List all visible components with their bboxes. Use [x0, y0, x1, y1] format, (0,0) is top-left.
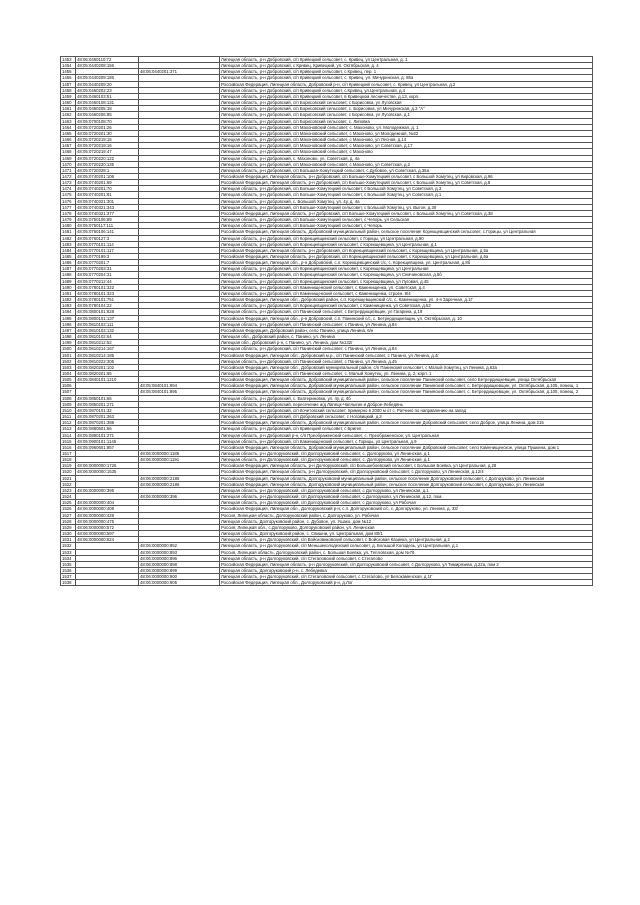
- table-row: [61, 580, 593, 586]
- row-number-cell: 1480: [61, 223, 76, 229]
- row-number-cell: 1495: [61, 315, 76, 321]
- cadastral-number-cell: 48:05:0800101:828: [76, 309, 139, 315]
- row-number-cell: 1459: [61, 93, 76, 99]
- address-cell: Российская Федерация, Липецкая область, Добровский муниципальный район, сельское поселение Добровский сельсовет, село Каменищенское, улица Пушкина, дом 1: [220, 444, 593, 450]
- table-row: [61, 383, 593, 389]
- row-number-cell: 1529: [61, 524, 76, 530]
- row-number-cell: 1468: [61, 149, 76, 155]
- address-cell: Липецкая область, р-н Добровский, с/п Корекщевщинский сельсовет, с Корекщевщина, ул Семчиновская, д.5б: [220, 272, 593, 278]
- address-cell: Российская Федерация, Липецкая обл., Добровский район, с.п. Корекщевщинский с/с, с. Каменищенка, ул. 4-я Заречная, д.1Г: [220, 297, 593, 303]
- address-cell: Российская Федерация, Липецкая обл., Добровский м.р., с/п Панинский сельсовет, с Панино, ул Ленина, д.4г: [220, 352, 593, 358]
- address-cell: Российская Федерация, Липецкая область, р-н Долгоруковский, с/п Большебоевский сельсовет, с Большая Боевка, ул Центральная, д.28: [220, 463, 593, 469]
- premises-number-cell: 48:06:0000000:896: [139, 555, 220, 561]
- cadastral-number-cell: 48:05:0870101:32: [76, 407, 139, 413]
- premises-number-cell: 48:05:0840101:895: [139, 389, 220, 395]
- cadastral-number-cell: 48:05:0740321:301: [76, 198, 139, 204]
- row-number-cell: 1532: [61, 543, 76, 549]
- cadastral-number-cell: 48:05:0810222:305: [76, 358, 139, 364]
- row-number-cell: 1484: [61, 247, 76, 253]
- address-cell: Липецкая область, р-н Добровский, с/п Панинский сельсовет, с Панино, ул Ленина, д.45: [220, 358, 593, 364]
- address-cell: Липецкая область, р-н Добровский, с/п Махоновский сельсовет, с Махоново, ул Советская, д.2: [220, 161, 593, 167]
- cadastral-number-cell: 48:05:0770212:44: [76, 278, 139, 284]
- cadastral-number-cell: 48:06:0000000:624: [76, 537, 139, 543]
- address-cell: Российская Федерация, Липецкая область, Добровский муниципальный район, сельское поселение Добровский сельсовет, село Доброе, улица Ленина, дом 215: [220, 420, 593, 426]
- cadastral-number-cell: 48:05:0760127:3: [76, 235, 139, 241]
- row-number-cell: 1463: [61, 118, 76, 124]
- address-cell: Липецкая область, р-н Долгоруковский, с/п Долгоруковский сельсовет, с Долгоруково, ул Ленинская, д.12, пом.: [220, 494, 593, 500]
- address-cell: Липецкая область, р-н Добровский, с/п Корекщевщинский сельсовет, с Корекщевщина, ул Центральная, д.1: [220, 241, 593, 247]
- address-cell: Липецкая область, р-н Добровский, с/п Борисовский сельсовет, с. Борисовка, ул Мичуринская, д.3 "А": [220, 106, 593, 112]
- address-cell: Российская Федерация, Липецкая область, р-н Долгоруковский, с/п Долгоруковский сельсовет, с Долгоруково, ул Ленинская, д.12/4: [220, 469, 593, 475]
- row-number-cell: 1492: [61, 297, 76, 303]
- premises-number-cell: 48:06:0000000:898: [139, 561, 220, 567]
- cadastral-number-cell: 48:05:0720219:16: [76, 143, 139, 149]
- cadastral-number-cell: 48:06:0000000:404: [76, 500, 139, 506]
- row-number-cell: 1469: [61, 155, 76, 161]
- row-number-cell: 1474: [61, 186, 76, 192]
- cadastral-number-cell: 48:05:0810102:64: [76, 334, 139, 340]
- address-cell: Липецкая область, р-н Добровский, с/п Панинский сельсовет, с. Малый Хомутец, ул. Ленина, д. 2, корп. 1: [220, 370, 593, 376]
- cadastral-number-cell: 48:05:0780104:22: [76, 303, 139, 309]
- row-number-cell: 1500: [61, 346, 76, 352]
- address-cell: Липецкая область, р-н Добровский, с/п Панинский сельсовет, с Панино, ул Ленина, д.84: [220, 321, 593, 327]
- row-number-cell: 1471: [61, 167, 76, 173]
- row-number-cell: 1510: [61, 407, 76, 413]
- row-number-cell: 1503: [61, 364, 76, 370]
- row-number-cell: 1527: [61, 512, 76, 518]
- address-cell: Липецкая область, р-н Добровский, с/п Махоновский сельсовет, с. Махоново, ул. Молодежная, д. 1: [220, 124, 593, 130]
- premises-number-cell: 48:06:0000000:899: [139, 567, 220, 573]
- row-number-cell: 1485: [61, 254, 76, 260]
- address-cell: Липецкая область, р-н Долгоруковский, с/п Стегаловский сельсовет, с Стегалово: [220, 555, 593, 561]
- address-cell: Российская Федерация, Липецкая область, Добровский муниципальный район, сельское поселение Панинский сельсовет, с. Бетрердищкевщин, ул. Октябрьская, д.105, помещ. 1: [220, 383, 593, 389]
- address-cell: Российская Федерация, Липецкая обл., Добровский муниципальный район, с/п Панинский сельсовет, с Малый Хомутец, ул Ленина, д.63а: [220, 364, 593, 370]
- cadastral-number-cell: 48:05:0850201:271: [76, 401, 139, 407]
- row-number-cell: 1455: [61, 69, 76, 75]
- cadastral-number-cell: 48:05:0460206:85: [76, 112, 139, 118]
- address-cell: Липецкая область, р-н Добровский, с/п Борисовский сельсовет, с Борисовка, ул Луговская: [220, 100, 593, 106]
- cadastral-number-cell: 48:05:0740201:69: [76, 180, 139, 186]
- address-cell: Российская Федерация, Липецкая область, Долгоруковский муниципальный район, сельское поселение Долгоруковский сельсовет, с Долгоруково, ул. Ленинская: [220, 481, 593, 487]
- address-cell: Российская Федерация, Липецкая область, Долгоруковский муниципальный район, сельское поселение Долгоруковский сельсовет, с Долгоруково, ул. Ленинская: [220, 475, 593, 481]
- address-cell: Липецкая область, р-н Добровский, с/п Кривецкий сельсовет, с.Кривец, ул.Центральная, д.4: [220, 87, 593, 93]
- premises-number-cell: 48:05:0440201:371: [139, 69, 220, 75]
- cadastral-number-cell: 48:05:0870201:388: [76, 420, 139, 426]
- address-cell: Липецкая обл., Добровский район, с. Панино, ул. Ленина: [220, 334, 593, 340]
- row-number-cell: 1453: [61, 57, 76, 63]
- premises-number-cell: 48:06:0000000:900: [139, 574, 220, 580]
- row-number-cell: 1464: [61, 124, 76, 130]
- row-number-cell: 1477: [61, 204, 76, 210]
- row-number-cell: 1456: [61, 75, 76, 81]
- address-cell: Липецкая область, р-н Добровский, с/п Больше-Хомутецкий сельсовет, с Большой Хомутец, ул Советская, д.3: [220, 186, 593, 192]
- address-cell: Россия, Липецкая обл., с.Долгоруково, Долгоруковский район, ул. Ленинская: [220, 524, 593, 530]
- cadastral-number-cell: 48:06:0460110:72: [76, 57, 139, 63]
- row-number-cell: 1531: [61, 537, 76, 543]
- row-number-cell: 1517: [61, 451, 76, 457]
- row-number-cell: 1512: [61, 420, 76, 426]
- row-number-cell: 1505: [61, 377, 76, 383]
- cadastral-number-cell: 48:05:0770101:114: [76, 241, 139, 247]
- address-cell: Липецкая область, р-н Добровский, с/п Больше-Хомутецкий сельсовет, с Чепорь, ул Сельская: [220, 217, 593, 223]
- address-cell: Российская Федерация, Липецкая обл., Долгоруковский р-н, с.п. Долгоруковский с/с, с. Долгоруково, ул. Ленина, д. 33/: [220, 506, 593, 512]
- address-cell: Липецкая область, р-н Долгоруковский, с/п Долгоруковский сельсовет, с Долгоруково, ул Рабочая: [220, 500, 593, 506]
- address-cell: Липецкая область, р-н Добровский, с/п Больше-Хомутецкий сельсовет, с Чепорь: [220, 223, 593, 229]
- row-number-cell: 1533: [61, 549, 76, 555]
- cadastral-number-cell: 48:05:0770199:3: [76, 254, 139, 260]
- cadastral-number-cell: 48:05:0840101:1210: [76, 377, 139, 383]
- cadastral-number-cell: 48:05:0960601:857: [76, 444, 139, 450]
- premises-number-cell: 48:06:0000000:852: [139, 543, 220, 549]
- cadastral-number-cell: 48:05:0460108:131: [76, 100, 139, 106]
- row-number-cell: 1502: [61, 358, 76, 364]
- cadastral-number-cell: 48:05:0780101:751: [76, 297, 139, 303]
- premises-number-cell: 48:06:0000000:2186: [139, 481, 220, 487]
- cadastral-number-cell: 48:05:0770204:31: [76, 272, 139, 278]
- row-number-cell: 1487: [61, 266, 76, 272]
- row-number-cell: 1521: [61, 475, 76, 481]
- address-cell: Липецкая область, р-н Добровский, с/п Каменищенский сельсовет, с Каменищенка, ул. Советская, д.4: [220, 284, 593, 290]
- row-number-cell: 1507: [61, 389, 76, 395]
- row-number-cell: 1523: [61, 487, 76, 493]
- cadastral-number-cell: 48:05:0810214:185: [76, 352, 139, 358]
- row-number-cell: 1506: [61, 383, 76, 389]
- row-number-cell: 1534: [61, 555, 76, 561]
- cadastral-number-cell: 48:05:0750106:89: [76, 217, 139, 223]
- cadastral-number-cell: 48:05:0810102:132: [76, 327, 139, 333]
- document-page: [60, 56, 580, 586]
- address-cell: Россия, Липецкая область, Долгоруковский район, с. Большая Боевка, ул. Тепловская, дом №76: [220, 549, 593, 555]
- address-cell: Липецкая область, р-н Долгоруковский, с/п Войсковиковский сельсовет, с Войсковая Казинка, ул Центральная, д.2: [220, 537, 593, 543]
- cadastral-number-cell: 48:05:0810212:52: [76, 340, 139, 346]
- address-cell: Российская Федерация, Липецкая область, Добровский р-н, с/п Кривецкий сельсовет, с. Кривец, ул Центральная, д.2: [220, 81, 593, 87]
- cadastral-number-cell: 48:05:0820201:102: [76, 364, 139, 370]
- row-number-cell: 1504: [61, 370, 76, 376]
- cadastral-number-cell: 48:05:0770201:7: [76, 260, 139, 266]
- row-number-cell: 1528: [61, 518, 76, 524]
- address-cell: Российская Федерация, Липецкая область, р-н Добровский, с/п Корекщевщинский сельсовет, с Корекщевщина, ул Центральная, д.6а: [220, 254, 593, 260]
- address-cell: Липецкая область, р-н Добровский, с/п Кривецкий сельсовет, с Кривец, пер. 1: [220, 69, 593, 75]
- cadastral-number-cell: [76, 580, 139, 586]
- cadastral-number-cell: 48:05:0820201:65: [76, 370, 139, 376]
- premises-number-cell: 48:06:0000000:905: [139, 580, 220, 586]
- address-cell: Липецкая область, р-н Добровский, с/п Каменищенский сельсовет, с Горицы, ул Центральная, д.9: [220, 438, 593, 444]
- cadastral-number-cell: 48:05:0810102:111: [76, 321, 139, 327]
- cadastral-number-cell: 48:05:0740201:106: [76, 173, 139, 179]
- address-cell: Липецкая область, р-н Добровский, с/п Корекщевщинский сельсовет, с Каменищенка, ул Советская, д.62: [220, 303, 593, 309]
- table-row: [61, 475, 593, 481]
- cadastral-number-cell: 48:06:0000000:428: [76, 512, 139, 518]
- row-number-cell: 1486: [61, 260, 76, 266]
- address-cell: Российская Федерация, Липецкая область, р-н Долгоруковский, с/п Долгоруковский сельсовет, с Долгоруково, ул Тимирязева, д.22а, пом 2: [220, 561, 593, 567]
- row-number-cell: 1490: [61, 284, 76, 290]
- address-cell: Липецкая область, р-н Долгоруковский, с/п Стегаловский сельсовет, с Стегалово, ул Белокаменская, д.1Г: [220, 574, 593, 580]
- address-cell: Российская Федерация, Липецкая обл., Долгоруковский р-н, д.Лог: [220, 580, 593, 586]
- cadastral-number-cell: 48:05:0460205:18: [76, 106, 139, 112]
- address-cell: Липецкая область, р-н Добровский, с/п Корекщевщинский сельсовет, с Корекщевщина, ул Центральная: [220, 266, 593, 272]
- cadastral-number-cell: 48:06:0000000:475: [76, 518, 139, 524]
- address-cell: Липецкая область, Долгоруковский район, с. Свишни, ул. Центральная, дом 80/1: [220, 531, 593, 537]
- address-cell: Российская Федерация, Липецкая область, Добровский муниципальный район, сельское поселение Панинский сельсовет, с. Бетрердищкевщин, ул. Октябрьская, д.105, помещ. 2: [220, 389, 593, 395]
- row-number-cell: 1530: [61, 531, 76, 537]
- row-number-cell: 1494: [61, 309, 76, 315]
- row-number-cell: 1536: [61, 567, 76, 573]
- row-number-cell: 1519: [61, 463, 76, 469]
- row-number-cell: 1476: [61, 198, 76, 204]
- premises-number-cell: 48:05:0840101:894: [139, 383, 220, 389]
- cadastral-number-cell: 48:05:0900101:1145: [76, 438, 139, 444]
- address-cell: Липецкая область, р-н Добровский, с. Екатериновка, ул. 4у, д. 4б: [220, 395, 593, 401]
- row-number-cell: 1467: [61, 143, 76, 149]
- address-cell: Липецкая область, р-н Добровский р-н, с/п Преображенский сельсовет, с. Преображенское, ул. Центральная: [220, 432, 593, 438]
- row-number-cell: 1497: [61, 327, 76, 333]
- cadastral-number-cell: 48:05:0750117:111: [76, 223, 139, 229]
- row-number-cell: 1514: [61, 432, 76, 438]
- cadastral-number-cell: 48:06:0000000:1726: [76, 463, 139, 469]
- premises-number-cell: 48:06:0000000:2185: [139, 475, 220, 481]
- cadastral-number-cell: 48:05:0440209:186: [76, 75, 139, 81]
- cadastral-number-cell: 48:05:0460103:51: [76, 93, 139, 99]
- cadastral-number-cell: 48:05:0760106:141: [76, 229, 139, 235]
- address-cell: Россия, Липецкая область, Долгоруковский район, с. Долгоруково, ул. Рабочая: [220, 512, 593, 518]
- address-cell: Липецкая область, р-н Добровский, с. Большой Хомутец, ул. 4у, д. 4а: [220, 198, 593, 204]
- address-cell: Липецкая область, р-н Добровский, с/п Кривецкий сельсовет, с. Кривец, ул. Мичуринская, д. 86а: [220, 75, 593, 81]
- row-number-cell: 1499: [61, 340, 76, 346]
- address-cell: Российская Федерация, Добровский район, село Панино, улица Ленина, 6/н: [220, 327, 593, 333]
- cadastral-number-cell: 48:05:0460202:23: [76, 87, 139, 93]
- row-number-cell: 1478: [61, 210, 76, 216]
- address-cell: Российская Федерация, Липецкая область, Добровский муниципальный район, сельское поселение Панинский сельсовет, село Бетрердищкевщин, улица Октябрьская: [220, 377, 593, 383]
- cadastral-number-cell: 48:05:0770101:117: [76, 247, 139, 253]
- premises-number-cell: 48:06:0000000:1191: [139, 457, 220, 463]
- row-number-cell: 1513: [61, 426, 76, 432]
- cadastral-number-cell: 48:05:0800101:137: [76, 315, 139, 321]
- row-number-cell: 1511: [61, 414, 76, 420]
- cadastral-number-cell: 48:05:0720220:122: [76, 155, 139, 161]
- row-number-cell: 1515: [61, 438, 76, 444]
- address-cell: Липецкая область, р-н Добровский, с/п Кривецкий сельсовет, с. Кривец, ул Центральная, д. 1: [220, 57, 593, 63]
- cadastral-number-cell: 48:05:0720220:135: [76, 161, 139, 167]
- address-cell: Липецкая область, р-н Долгоруковский, с/п Долгоруковский сельсовет, с. Долгоруково, ул Ленинская, д.1: [220, 451, 593, 457]
- address-cell: Липецкая область, р-н Добровский, с/п Панинский сельсовет, с Панино, ул Ленина, д.84: [220, 346, 593, 352]
- row-number-cell: 1489: [61, 278, 76, 284]
- cadastral-number-cell: 48:06:0000000:597: [76, 531, 139, 537]
- row-number-cell: 1458: [61, 87, 76, 93]
- address-cell: Российская Федерация, Липецкая область, р-н Добровский, с/п Корекщевщинский сельсовет, с Корекщевщина, ул Центральная, д.5а: [220, 247, 593, 253]
- address-cell: Липецкая область, р-н Добровский, с/п Добровский сельсовет, с Ноговицкий, д.2: [220, 414, 593, 420]
- address-cell: Липецкая область, р-н Добровский, с/п Корекщевщинский сельсовет, с Горицы, ул Центральная, д.90: [220, 235, 593, 241]
- row-number-cell: 1498: [61, 334, 76, 340]
- address-cell: Российская Федерация, Липецкая область, р-н Добровский, с/п Больше-Хомутецкий сельсовет, с Большой Хомутец, ул Кировская, д.96: [220, 173, 593, 179]
- cadastral-number-cell: 48:05:0700108:70: [76, 118, 139, 124]
- address-cell: Российская Федерация, Липецкая область, р-н Добровский, с/п Больше-Хомутецкий сельсовет, с Большой Хомутец, ул Советская, д.8: [220, 180, 593, 186]
- address-cell: Липецкая область, р-н Добровский, пересечение а/д Липецк-Чаплыгин и Доброе-Лебедянь: [220, 401, 593, 407]
- row-number-cell: 1525: [61, 500, 76, 506]
- row-number-cell: 1470: [61, 161, 76, 167]
- row-number-cell: 1483: [61, 241, 76, 247]
- premises-number-cell: 48:06:0000000:893: [139, 549, 220, 555]
- row-number-cell: 1482: [61, 235, 76, 241]
- address-cell: Липецкая область, р-н Добровский, с/п Махоновский сельсовет, с Махоново: [220, 149, 593, 155]
- address-cell: Липецкая область, р-н Добровский, с/п Каменищенский сельсовет, с Каменищенка, строен. 8/4: [220, 290, 593, 296]
- row-number-cell: 1508: [61, 395, 76, 401]
- address-cell: Российская Федерация, Липецкая обл., р-н Добровский, с.п. Панинский с/с, с. Бетрердищкевщин, ул. Октябрьская, д. 10: [220, 315, 593, 321]
- address-cell: Липецкая область, р-н Добровский, с/п Махоновский сельсовет, с Махоново, ул Лесная, д.14: [220, 137, 593, 143]
- address-cell: Липецкая область, р-н Добровский, с/п Махоновский сельсовет, с Махоново, ул Молодежная, №22: [220, 130, 593, 136]
- row-number-cell: 1481: [61, 229, 76, 235]
- row-number-cell: 1460: [61, 100, 76, 106]
- cadastral-number-cell: 48:05:0740321:343: [76, 204, 139, 210]
- row-number-cell: 1491: [61, 290, 76, 296]
- address-cell: Липецкая область, р-н Добровский, с/п Больше-Хомутецкий сельсовет, с Большой Хомутец, ул Советская, д.1: [220, 192, 593, 198]
- cadastral-number-cell: 48:05:0740201:70: [76, 186, 139, 192]
- cadastral-number-cell: 48:05:0740321:377: [76, 210, 139, 216]
- cadastral-number-cell: 48:05:0810214:167: [76, 346, 139, 352]
- address-cell: Российская Федерация, Липецкая область, р-н Добровский, с/п Больше-Хомутецкий сельсовет, с Большой Хомутец, ул Советская, д.38: [220, 210, 593, 216]
- cadastral-number-cell: 48:05:0720328:1: [76, 167, 139, 173]
- cadastral-number-cell: 48:05:0780101:322: [76, 284, 139, 290]
- row-number-cell: 1457: [61, 81, 76, 87]
- address-cell: Липецкая обл., Добровский р-н, с Панино, ул. Ленина, дом №132г: [220, 340, 593, 346]
- address-cell: Липецкая область, р-н Добровский, с. Махоново, ул. Советская, д. 4а: [220, 155, 593, 161]
- address-cell: Липецкая область, р-н Добровский, с/п Махоновский сельсовет, с Махоново, ул Советская, д.17: [220, 143, 593, 149]
- row-number-cell: 1473: [61, 180, 76, 186]
- row-number-cell: 1475: [61, 192, 76, 198]
- cadastral-table: [60, 56, 593, 586]
- address-cell: Липецкая область, р-н Добровский, с/п Кочетовский сельсовет, примерно в 2000 м от с. Ратчино по направлению на запад: [220, 407, 593, 413]
- row-number-cell: 1493: [61, 303, 76, 309]
- address-cell: Липецкая область, р-н Добровский, с/п Больше-Хомутецкий сельсовет, с Большой Хомутец, ул. Выгон, д.30: [220, 204, 593, 210]
- address-cell: Липецкая область, р-н Долгоруковский, с/п Долгоруковский сельсовет, с. Долгоруково, ул Ленинская, д.1: [220, 457, 593, 463]
- table-body: [61, 57, 593, 586]
- table-row: [61, 389, 593, 395]
- row-number-cell: 1488: [61, 272, 76, 278]
- row-number-cell: 1472: [61, 173, 76, 179]
- cadastral-number-cell: 48:05:0720201:30: [76, 130, 139, 136]
- cadastral-number-cell: 48:05:0440209:20: [76, 81, 139, 87]
- row-number-cell: 1461: [61, 106, 76, 112]
- row-number-cell: 1454: [61, 63, 76, 69]
- address-cell: Липецкая область, р-н Добровский, с/п Большая-Хомутецкий сельсовет, с Дубовое, ул Советская, д.35а: [220, 167, 593, 173]
- address-cell: Липецкая область, р-н Добровский, с/п Панинский сельсовет, с Бетрердищкевщин, ул Гагарина, д.19: [220, 309, 593, 315]
- row-number-cell: 1522: [61, 481, 76, 487]
- address-cell: Российская Федерация, Липецкая область, Добровский муниципальный район, сельское поселение Корекщевщинский сельсовет, с.Горицы, ул Центральная: [220, 229, 593, 235]
- cadastral-number-cell: 48:06:0000000:395: [76, 487, 139, 493]
- address-cell: Липецкая область, р-н Добровский, с Кривец, Кривецкий, ул. Октябрьская, д. 4: [220, 63, 593, 69]
- row-number-cell: 1501: [61, 352, 76, 358]
- cadastral-number-cell: 48:05:0850101:65: [76, 395, 139, 401]
- address-cell: Липецкая область, р-н Добровский, с/п Кривецкий сельсовет, с Бригеп: [220, 426, 593, 432]
- cadastral-number-cell: 48:06:0000000:1535: [76, 469, 139, 475]
- cadastral-number-cell: 48:06:0000000:408: [76, 506, 139, 512]
- cadastral-number-cell: 48:05:0780101:323: [76, 290, 139, 296]
- cadastral-number-cell: 48:05:0720219:47: [76, 149, 139, 155]
- row-number-cell: 1465: [61, 130, 76, 136]
- row-number-cell: 1466: [61, 137, 76, 143]
- cadastral-number-cell: 48:05:0740201:81: [76, 192, 139, 198]
- row-number-cell: 1520: [61, 469, 76, 475]
- row-number-cell: 1518: [61, 457, 76, 463]
- cadastral-number-cell: 48:05:0880501:66: [76, 426, 139, 432]
- row-number-cell: 1524: [61, 494, 76, 500]
- row-number-cell: 1537: [61, 574, 76, 580]
- address-cell: Липецкая область, Долгоруковский р-н, с. Лебедевка: [220, 567, 593, 573]
- cadastral-number-cell: 48:05:0890101:271: [76, 432, 139, 438]
- row-number-cell: 1526: [61, 506, 76, 512]
- premises-number-cell: 48:06:0000000:396: [139, 494, 220, 500]
- address-cell: Липецкая область, р-н Добровский, с/п Борисовский сельсовет, с. Липовка: [220, 118, 593, 124]
- address-cell: Липецкая область, р-н Долгоруковский, с/п Долгоруковский сельсовет, с Долгоруково, ул Ленинская, д.1: [220, 487, 593, 493]
- premises-number-cell: 48:06:0000000:1185: [139, 451, 220, 457]
- cadastral-number-cell: 48:05:0720219:15: [76, 137, 139, 143]
- row-number-cell: 1509: [61, 401, 76, 407]
- row-number-cell: 1479: [61, 217, 76, 223]
- cadastral-number-cell: 48:05:0770203:31: [76, 266, 139, 272]
- row-number-cell: 1462: [61, 112, 76, 118]
- table-row: [61, 481, 593, 487]
- address-cell: Липецкая область, Долгоруковский район, с. Дубовое, ул. Ушако, дом №12: [220, 518, 593, 524]
- cadastral-number-cell: 48:05:0440208:156: [76, 63, 139, 69]
- cadastral-number-cell: 48:05:0870201:363: [76, 414, 139, 420]
- address-cell: Российская Федерация, Липецкая обл., р-н Добровский, с.п. Корекщевщинский с/с, с. Корекщевщина, ул. Центральная, д.8б: [220, 260, 593, 266]
- row-number-cell: 1535: [61, 561, 76, 567]
- row-number-cell: 1538: [61, 580, 76, 586]
- address-cell: Липецкая область, р-н Добровский, с/п Кривецкий сельсовет, в Кривецком лесничестве, д.13, корп.: [220, 93, 593, 99]
- row-number-cell: 1516: [61, 444, 76, 450]
- cadastral-number-cell: 48:05:0720201:26: [76, 124, 139, 130]
- address-cell: Липецкая область, р-н Добровский, с/п Корекщевщинский сельсовет, с Корекщевщина, ул Луговая, д.45: [220, 278, 593, 284]
- row-number-cell: 1496: [61, 321, 76, 327]
- cadastral-number-cell: 48:06:0000000:572: [76, 524, 139, 530]
- address-cell: Липецкая область, р-н Добровский, с/п Борисовский сельсовет, с Борисовка, ул Луговская, д.1: [220, 112, 593, 118]
- address-cell: Липецкая область, р-н Долгоруковский, с/п Меньшеколодезский сельсовет, д. Большой Колодезь, ул Центральная, д.1: [220, 543, 593, 549]
